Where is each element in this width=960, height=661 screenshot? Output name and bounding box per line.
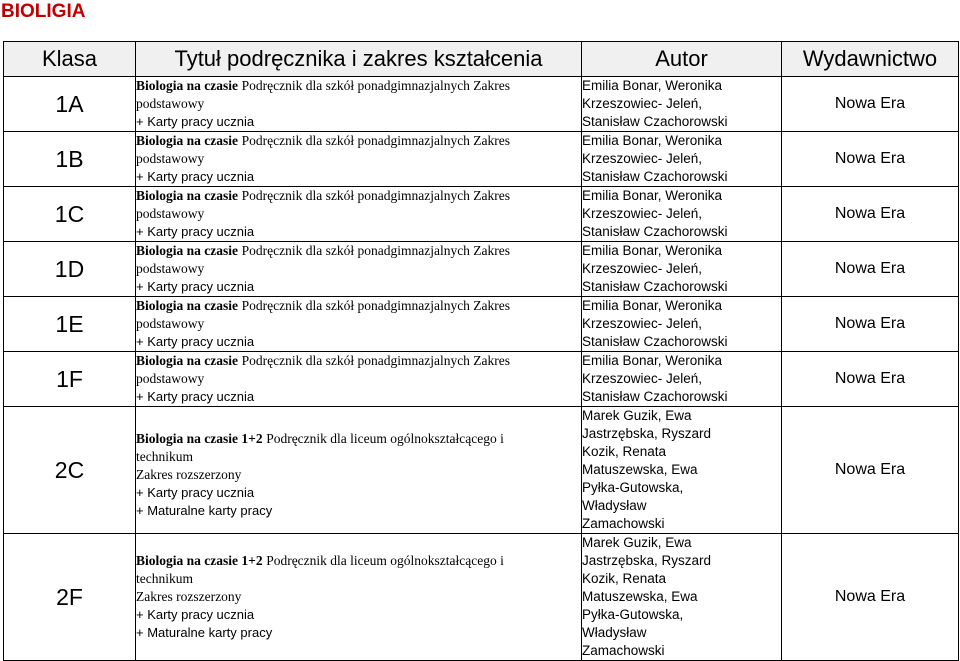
author-line: Krzeszowiec- Jeleń, [582,261,703,276]
book-extra: + Karty pracy ucznia [136,169,255,184]
table-row [4,242,959,297]
author-line: Stanisław Czachorowski [582,114,728,129]
book-title: Biologia na czasie 1+2 [136,553,263,568]
author-line: Stanisław Czachorowski [582,279,728,294]
author-line: Matuszewska, Ewa [582,462,698,477]
textbook-table [3,41,959,661]
publisher-cell: Nowa Era [782,132,959,187]
author-line: Krzeszowiec- Jeleń, [582,316,703,331]
header-author: Autor [582,42,782,77]
author-line: Jastrzębska, Ryszard [582,553,712,568]
book-extra: + Karty pracy ucznia [136,279,255,294]
author-line: Emilia Bonar, Weronika [582,133,723,148]
book-extra: + Karty pracy ucznia [136,389,255,404]
publisher-cell: Nowa Era [782,407,959,534]
author-line: Krzeszowiec- Jeleń, [582,151,703,166]
author-line: Marek Guzik, Ewa [582,535,692,550]
class-cell: 2C [4,407,136,534]
book-extra: + Karty pracy ucznia [136,114,255,129]
author-cell [582,187,782,242]
author-line: Emilia Bonar, Weronika [582,298,723,313]
table-row [4,407,959,534]
book-scope: podstawowy [136,371,205,386]
table-row [4,187,959,242]
book-title: Biologia na czasie [136,188,238,203]
book-title: Biologia na czasie [136,78,238,93]
author-line: Marek Guzik, Ewa [582,408,692,423]
header-publisher: Wydawnictwo [782,42,959,77]
author-cell [582,132,782,187]
book-extra: + Karty pracy ucznia [136,334,255,349]
author-line: Krzeszowiec- Jeleń, [582,96,703,111]
title-cell [136,297,582,352]
author-cell [582,534,782,661]
book-description: Podręcznik dla szkół ponadgimnazjalnych Zakres [241,353,511,368]
author-line: Zamachowski [582,516,665,531]
title-cell [136,352,582,407]
book-scope: podstawowy [136,261,205,276]
author-line: Stanisław Czachorowski [582,334,728,349]
book-scope: podstawowy [136,206,205,221]
author-line: Stanisław Czachorowski [582,224,728,239]
book-description: Podręcznik dla szkół ponadgimnazjalnych Zakres [241,78,511,93]
book-title: Biologia na czasie [136,133,238,148]
publisher-cell: Nowa Era [782,187,959,242]
page-title: BIOLIGIA [1,1,86,22]
author-cell [582,297,782,352]
book-title: Biologia na czasie 1+2 [136,431,263,446]
author-line: Emilia Bonar, Weronika [582,353,723,368]
title-cell [136,187,582,242]
author-line: Krzeszowiec- Jeleń, [582,206,703,221]
class-cell: 1A [4,77,136,132]
book-title: Biologia na czasie [136,353,238,368]
author-line: Matuszewska, Ewa [582,589,698,604]
table-row [4,77,959,132]
book-extra: + Karty pracy ucznia [136,485,255,500]
title-cell [136,132,582,187]
book-title: Biologia na czasie [136,243,238,258]
book-description: Podręcznik dla szkół ponadgimnazjalnych Zakres [241,298,511,313]
book-description: Podręcznik dla szkół ponadgimnazjalnych Zakres [241,243,511,258]
author-line: Emilia Bonar, Weronika [582,188,723,203]
author-line: Stanisław Czachorowski [582,389,728,404]
table-row [4,352,959,407]
class-cell: 1F [4,352,136,407]
publisher-cell: Nowa Era [782,534,959,661]
table-header-row [4,42,959,77]
book-scope: podstawowy [136,151,205,166]
publisher-cell: Nowa Era [782,352,959,407]
book-scope: technikum [136,571,193,586]
class-cell: 1D [4,242,136,297]
book-description: Podręcznik dla liceum ogólnokształcącego i [266,431,504,446]
author-line: Pyłka-Gutowska, [582,607,684,622]
author-line: Krzeszowiec- Jeleń, [582,371,703,386]
book-extra: + Maturalne karty pracy [136,503,273,518]
title-cell [136,77,582,132]
book-title: Biologia na czasie [136,298,238,313]
author-line: Jastrzębska, Ryszard [582,426,712,441]
header-klasa: Klasa [4,42,136,77]
author-line: Kozik, Renata [582,571,667,586]
header-title: Tytuł podręcznika i zakres kształcenia [136,42,582,77]
book-extra: + Maturalne karty pracy [136,625,273,640]
title-cell [136,242,582,297]
author-line: Emilia Bonar, Weronika [582,243,723,258]
book-scope: Zakres rozszerzony [136,467,242,482]
title-cell [136,407,582,534]
book-scope: Zakres rozszerzony [136,589,242,604]
author-line: Zamachowski [582,643,665,658]
author-line: Władysław [582,625,647,640]
author-cell [582,407,782,534]
author-cell [582,77,782,132]
class-cell: 1B [4,132,136,187]
author-line: Kozik, Renata [582,444,667,459]
class-cell: 1E [4,297,136,352]
table-row [4,297,959,352]
book-description: Podręcznik dla szkół ponadgimnazjalnych Zakres [241,133,511,148]
book-scope: technikum [136,449,193,464]
author-cell [582,352,782,407]
author-line: Władysław [582,498,647,513]
book-extra: + Karty pracy ucznia [136,607,255,622]
class-cell: 1C [4,187,136,242]
publisher-cell: Nowa Era [782,242,959,297]
author-line: Stanisław Czachorowski [582,169,728,184]
author-line: Pyłka-Gutowska, [582,480,684,495]
book-description: Podręcznik dla szkół ponadgimnazjalnych Zakres [241,188,511,203]
author-cell [582,242,782,297]
author-line: Emilia Bonar, Weronika [582,78,723,93]
book-extra: + Karty pracy ucznia [136,224,255,239]
book-scope: podstawowy [136,316,205,331]
title-cell [136,534,582,661]
book-description: Podręcznik dla liceum ogólnokształcącego i [266,553,504,568]
publisher-cell: Nowa Era [782,77,959,132]
book-scope: podstawowy [136,96,205,111]
publisher-cell: Nowa Era [782,297,959,352]
table-row [4,534,959,661]
table-row [4,132,959,187]
class-cell: 2F [4,534,136,661]
